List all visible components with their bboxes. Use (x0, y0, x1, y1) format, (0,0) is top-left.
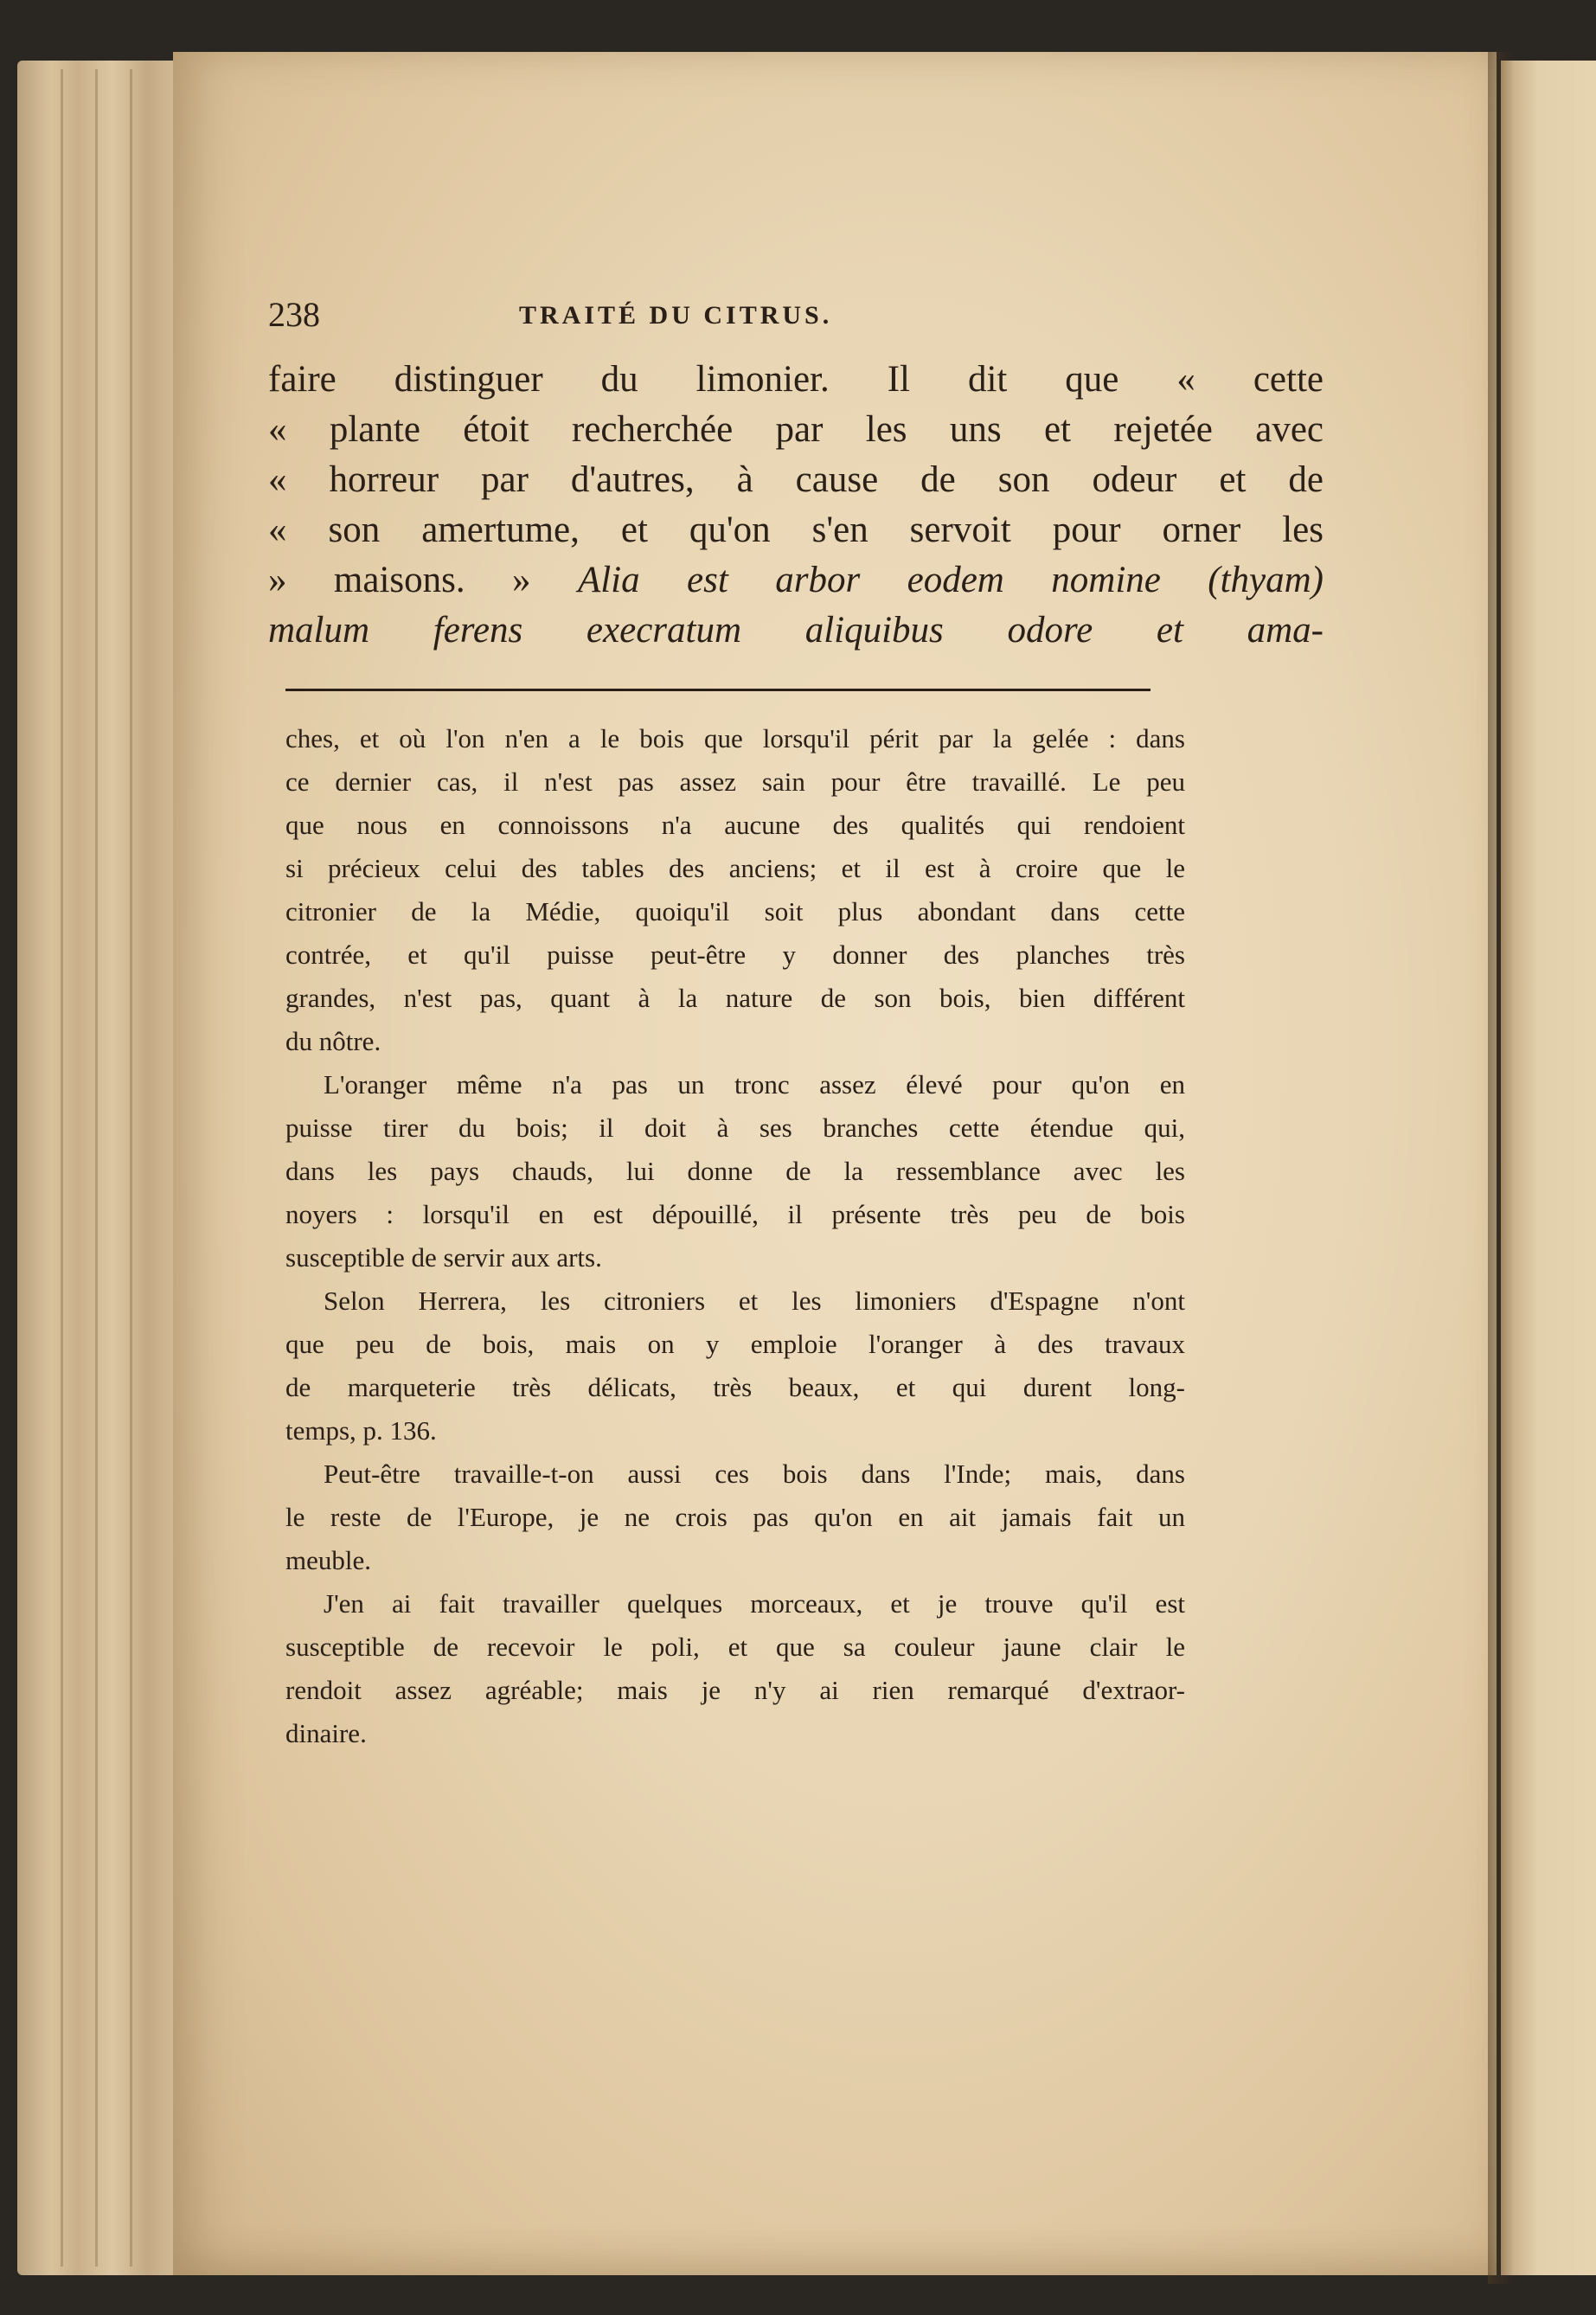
footnote-line: dans les pays chauds, lui donne de la ressemblance avec les (285, 1156, 1185, 1186)
page-number: 238 (268, 295, 320, 334)
footnote-line: susceptible de recevoir le poli, et que sa couleur jaune clair le (285, 1632, 1185, 1662)
main-text-line (268, 555, 1324, 606)
footnote-line: rendoit assez agréable; mais je n'y ai rien remarqué d'extraor- (285, 1675, 1185, 1705)
footnote-line: de marqueterie très délicats, très beaux, et qui durent long- (285, 1372, 1185, 1402)
page-edge-line (61, 69, 63, 2267)
footnote-line: grandes, n'est pas, quant à la nature de son bois, bien différent (285, 983, 1185, 1013)
footnote-line: puisse tirer du bois; il doit à ses branches cette étendue qui, (285, 1113, 1185, 1143)
page-edge-line (95, 69, 98, 2267)
footnote-line: que nous en connoissons n'a aucune des qualités qui rendoient (285, 810, 1185, 840)
latin-quote-line: malum ferens execratum aliquibus odore et ama- (268, 610, 1324, 651)
footnote-line: du nôtre. (285, 1026, 381, 1056)
footnote-line: si précieux celui des tables des anciens; et il est à croire que le (285, 853, 1185, 883)
footnote-line: Peut-être travaille-t-on aussi ces bois dans l'Inde; mais, dans (324, 1459, 1185, 1489)
running-title: TRAITÉ DU CITRUS. (519, 301, 833, 330)
main-text-line: « plante étoit recherchée par les uns et rejetée avec (268, 409, 1324, 450)
footnote-line: susceptible de servir aux arts. (285, 1242, 602, 1273)
facing-page-edge (1501, 61, 1596, 2275)
latin-quote: Alia est arbor eodem nomine (thyam) (577, 560, 1324, 600)
main-text-line: faire distinguer du limonier. Il dit que « cette (268, 359, 1324, 400)
footnote-line: ce dernier cas, il n'est pas assez sain pour être travaillé. Le peu (285, 766, 1185, 797)
footnote-line: citronier de la Médie, quoiqu'il soit plus abondant dans cette (285, 896, 1185, 927)
footnote-line: le reste de l'Europe, je ne crois pas qu'on en ait jamais fait un (285, 1502, 1185, 1532)
footnote-line: J'en ai fait travailler quelques morceaux, et je trouve qu'il est (324, 1588, 1185, 1619)
footnote-line: dinaire. (285, 1718, 367, 1748)
page-text-block (268, 294, 1324, 1755)
main-text-fragment: » maisons. » (268, 560, 531, 600)
footnote-line: meuble. (285, 1545, 371, 1575)
footnote-line: temps, p. 136. (285, 1415, 437, 1446)
stacked-page-edges (17, 61, 190, 2275)
footnote (285, 717, 1185, 1755)
main-text (268, 355, 1324, 656)
main-text-line: « horreur par d'autres, à cause de son odeur et de (268, 459, 1324, 500)
gutter-shadow (1488, 52, 1514, 2284)
running-head (268, 294, 1324, 346)
footnote-line: noyers : lorsqu'il en est dépouillé, il présente très peu de bois (285, 1199, 1185, 1229)
footnote-line: que peu de bois, mais on y emploie l'oranger à des travaux (285, 1329, 1185, 1359)
main-text-line: « son amertume, et qu'on s'en servoit pour orner les (268, 510, 1324, 550)
footnote-line: contrée, et qu'il puisse peut-être y donner des planches très (285, 939, 1185, 970)
footnote-line: Selon Herrera, les citroniers et les limoniers d'Espagne n'ont (324, 1286, 1185, 1316)
footnote-line: L'oranger même n'a pas un tronc assez élevé pour qu'on en (324, 1069, 1185, 1100)
page-edge-line (130, 69, 132, 2267)
footnote-line: ches, et où l'on n'en a le bois que lorsqu'il périt par la gelée : dans (285, 723, 1185, 753)
footnote-rule (285, 689, 1151, 691)
